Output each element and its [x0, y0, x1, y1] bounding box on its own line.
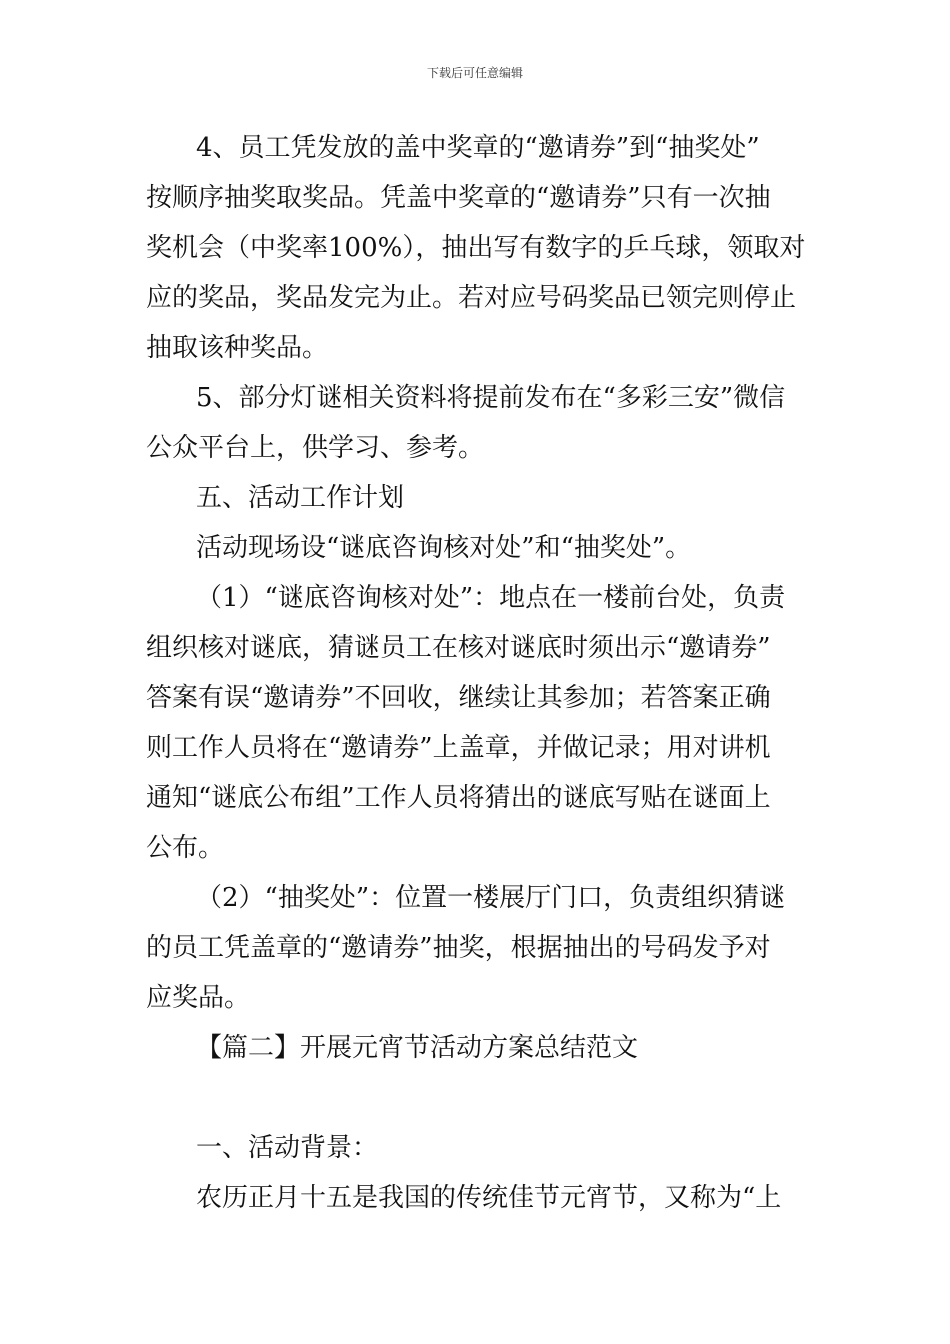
paragraph-line: 的员工凭盖章的“邀请券”抽奖，根据抽出的号码发予对 [146, 933, 771, 963]
paragraph-line: 通知“谜底公布组”工作人员将猜出的谜底写贴在谜面上 [146, 783, 771, 813]
page-header: 下载后可任意编辑 [426, 66, 523, 80]
paragraph-line: 应奖品。 [146, 983, 251, 1013]
paragraph-line: 按顺序抽奖取奖品。凭盖中奖章的“邀请券”只有一次抽 [146, 183, 771, 213]
paragraph-line: 活动现场设“谜底咨询核对处”和“抽奖处”。 [196, 533, 692, 563]
paragraph-line: 农历正月十五是我国的传统佳节元宵节，又称为“上 [196, 1183, 782, 1213]
paragraph-line: 答案有误“邀请券”不回收，继续让其参加；若答案正确 [146, 683, 771, 713]
paragraph-line: 公众平台上，供学习、参考。 [146, 433, 485, 463]
paragraph-line: 奖机会（中奖率100%），抽出写有数字的乒乓球，领取对 [146, 233, 806, 263]
section-heading: 一、活动背景： [196, 1133, 379, 1163]
paragraph-line: 应的奖品，奖品发完为止。若对应号码奖品已领完则停止 [146, 283, 797, 313]
paragraph-line: 抽取该种奖品。 [146, 333, 329, 363]
paragraph-line: （2）“抽奖处”：位置一楼展厅门口，负责组织猜谜 [196, 883, 786, 913]
paragraph-line: 则工作人员将在“邀请券”上盖章，并做记录；用对讲机 [146, 733, 771, 763]
section-title: 【篇二】开展元宵节活动方案总结范文 [196, 1033, 639, 1063]
section-heading: 五、活动工作计划 [196, 483, 405, 513]
paragraph-line: （1）“谜底咨询核对处”：地点在一楼前台处，负责 [196, 583, 786, 613]
paragraph-line: 4、员工凭发放的盖中奖章的“邀请券”到“抽奖处” [196, 133, 760, 163]
paragraph-line: 5、部分灯谜相关资料将提前发布在“多彩三安”微信 [196, 383, 786, 413]
paragraph-line: 公布。 [146, 833, 225, 863]
paragraph-line: 组织核对谜底，猜谜员工在核对谜底时须出示“邀请券” [146, 633, 771, 663]
